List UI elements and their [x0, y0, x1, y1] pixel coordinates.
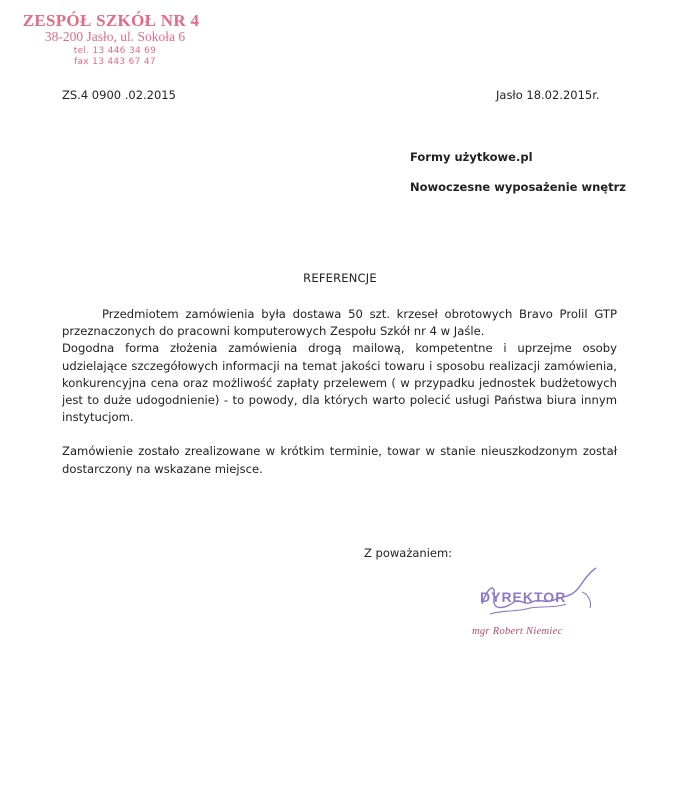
- paragraph-delivery: Zamówienie zostało zrealizowane w krótkim terminie, towar w stanie nieuszkodzonym został dostarczony na wskazane miejsce.: [62, 444, 617, 476]
- document-reference: ZS.4 0900 .02.2015: [62, 88, 176, 102]
- signature-stroke-3: [582, 592, 591, 608]
- director-signature: [462, 562, 612, 634]
- signature-stroke-2: [490, 604, 566, 614]
- stamp-school-name: ZESPÓŁ SZKÓŁ NR 4: [22, 11, 200, 30]
- letter-body: [62, 306, 617, 478]
- stamp-address: 38-200 Jasło, ul. Sokoła 6: [44, 29, 186, 45]
- recipient-name: Formy użytkowe.pl: [410, 150, 533, 164]
- paragraph-order: Przedmiotem zamówienia była dostawa 50 szt. krzeseł obrotowych Bravo Prolil GTP przeznaczonych do pracowni komputerowych Zespołu Szkół nr 4 w Jaśle.: [62, 307, 617, 339]
- paragraph-recommendation: Dogodna forma złożenia zamówienia drogą mailową, kompetentne i uprzejme osoby udzielające szczegółowych informacji na temat jakości towaru i sposobu realizacji zamówienia, konkurencyjna cena oraz możliwość zapłaty przelewem ( w przypadku jednostek budżetowych jest to duże udogodnienie) - to powody, dla których warto polecić usługi Państwa biura innym instytucjom.: [62, 341, 617, 425]
- stamp-phone: tel. 13 446 34 69: [73, 45, 157, 56]
- school-stamp: [22, 11, 200, 67]
- closing-phrase: Z poważaniem:: [364, 546, 453, 560]
- director-name: mgr Robert Niemiec: [472, 626, 563, 637]
- letter-title: REFERENCJE: [303, 271, 377, 285]
- recipient-subtitle: Nowoczesne wyposażenie wnętrz: [410, 180, 626, 194]
- stamp-fax: fax 13 443 67 47: [74, 56, 156, 67]
- document-date: Jasło 18.02.2015r.: [496, 88, 600, 102]
- director-stamp-title: DYREKTOR: [480, 589, 567, 605]
